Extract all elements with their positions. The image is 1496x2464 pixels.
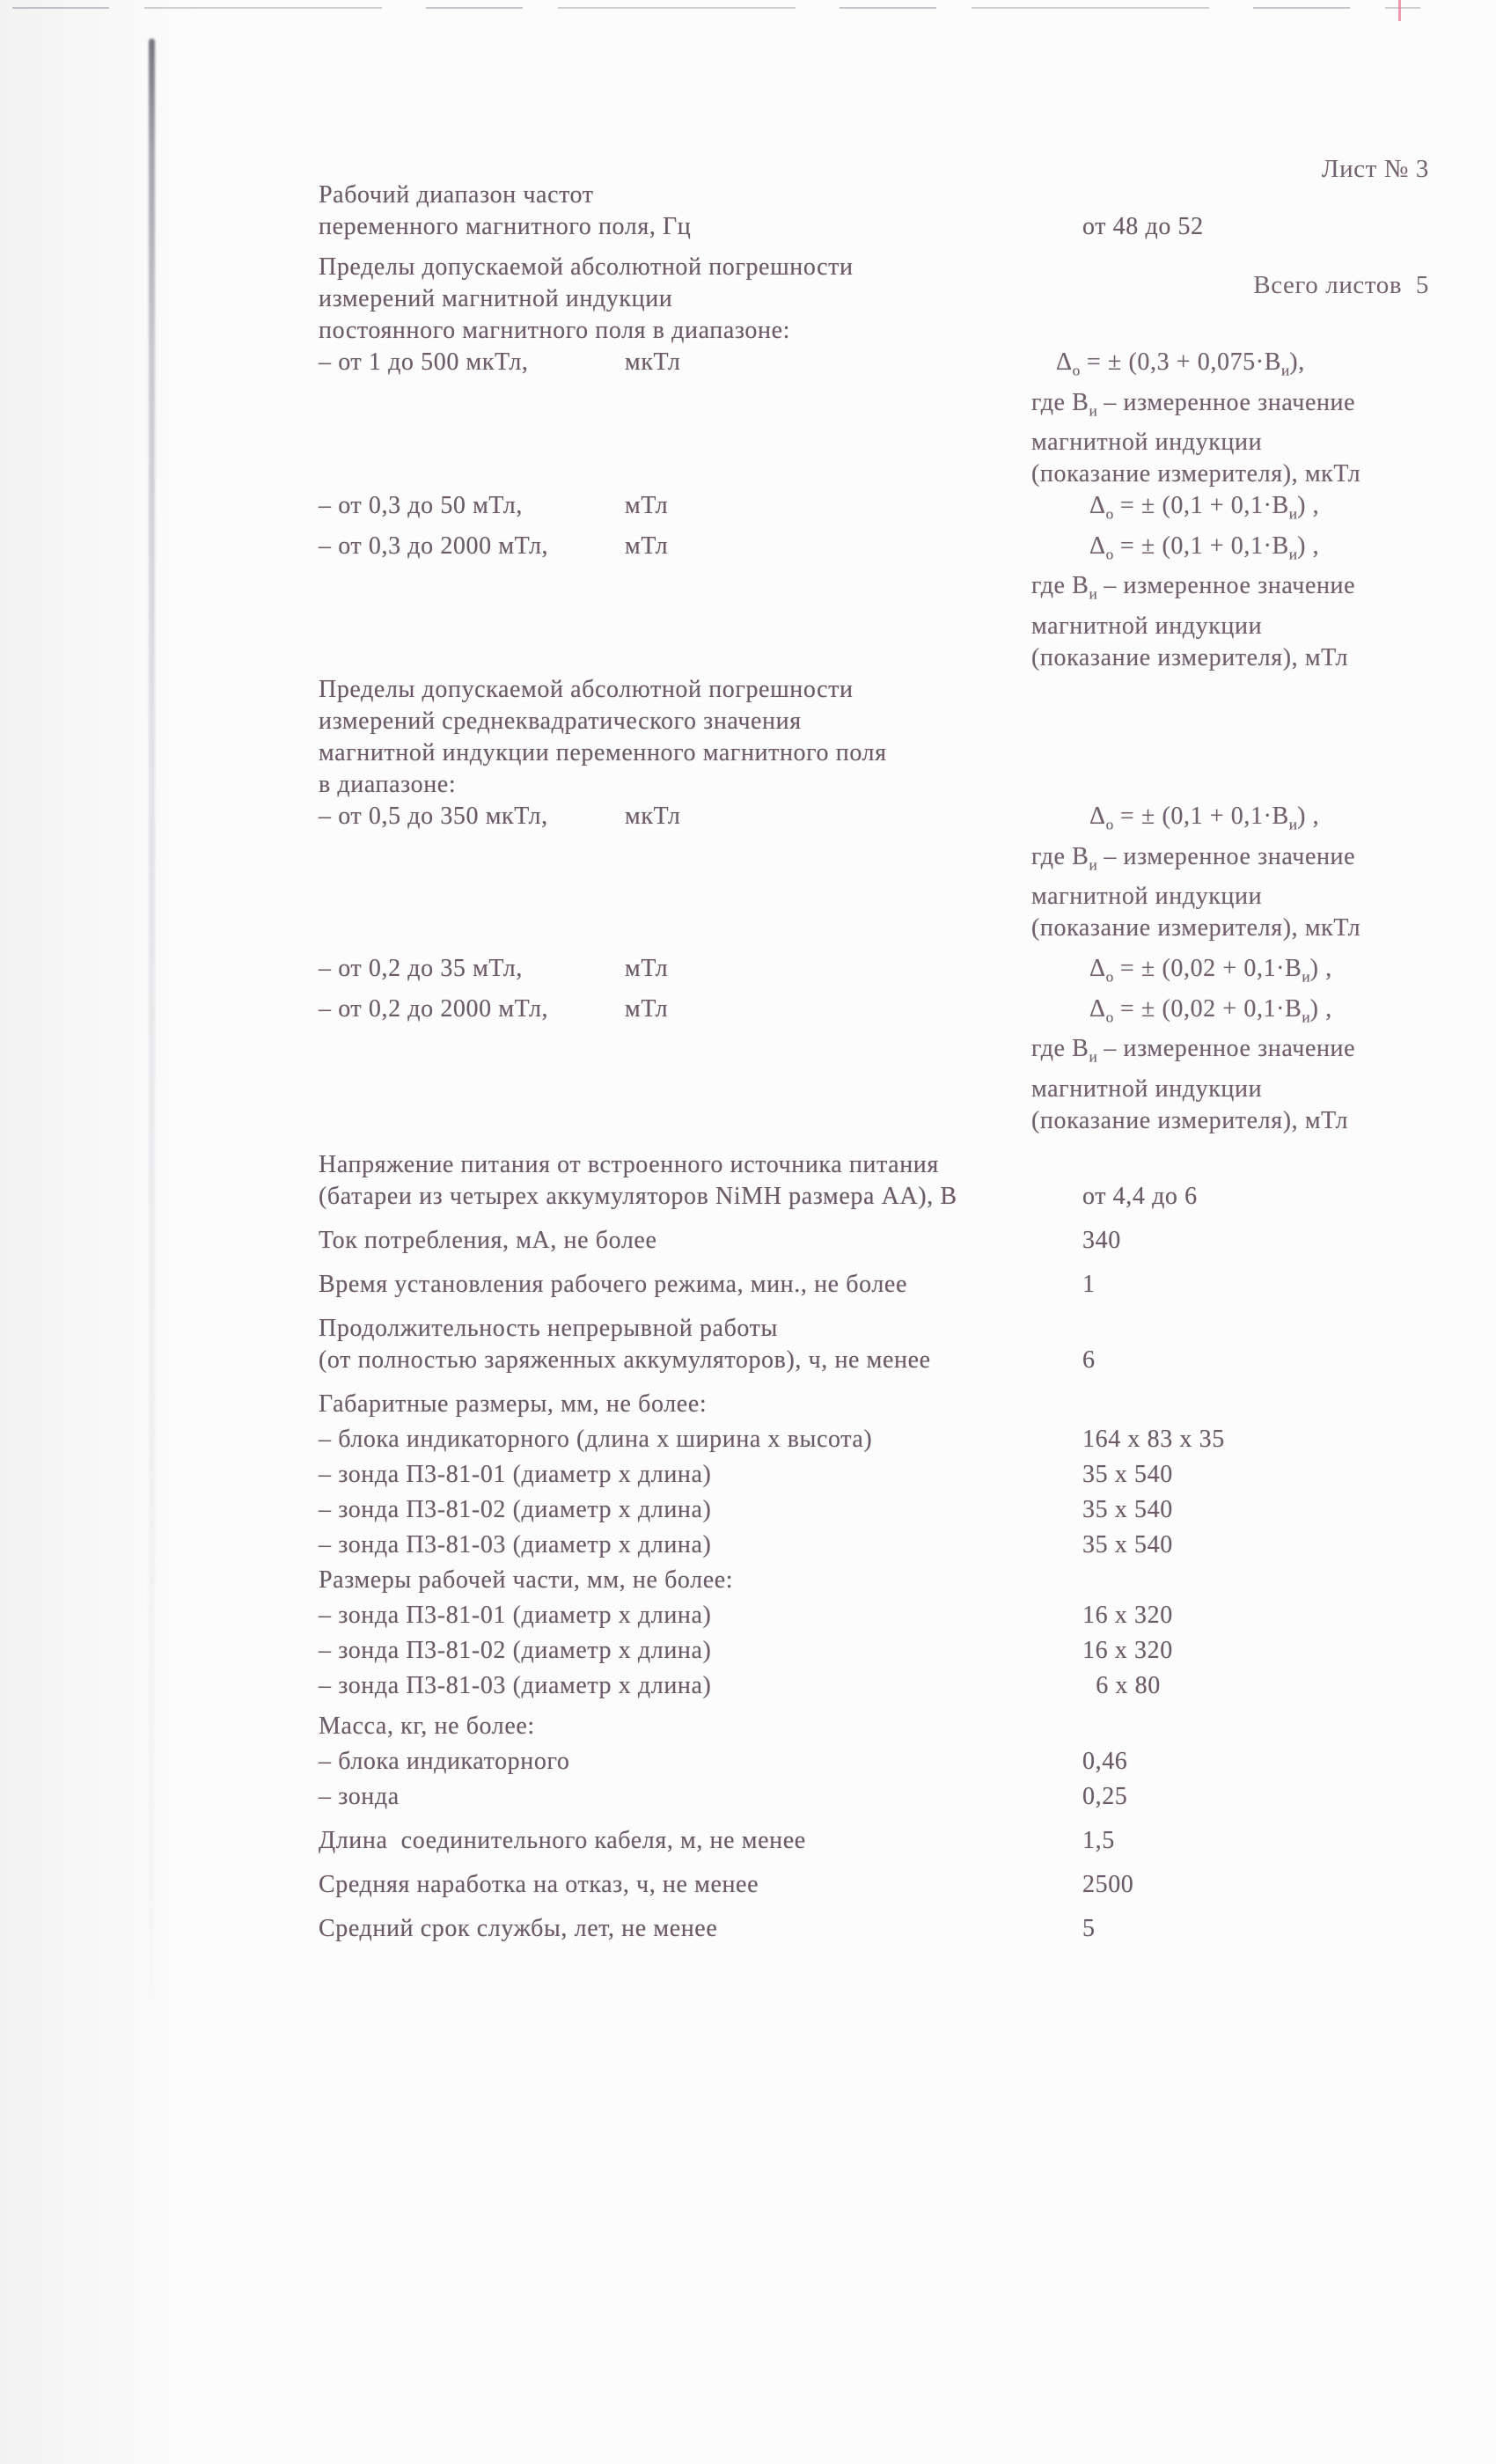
formula-line: $\Delta_о$ = ± $(0,02 + 0,1\cdot В_и)$ , bbox=[1089, 955, 1332, 986]
spec-row bbox=[0, 1746, 1496, 1778]
spec-label-line: Ток потребления, мА, не более bbox=[319, 1226, 657, 1254]
spec-row bbox=[0, 674, 1496, 801]
spec-label-line: Пределы допускаемой абсолютной погрешности bbox=[319, 675, 854, 703]
unit-text: мТл bbox=[625, 955, 669, 983]
spec-value: 6 х 80 bbox=[1082, 1671, 1161, 1699]
spec-row bbox=[0, 1389, 1496, 1420]
formula-block bbox=[1031, 347, 1445, 490]
spec-label bbox=[319, 801, 1031, 832]
spec-label-line: Средний срок службы, лет, не менее bbox=[319, 1914, 718, 1942]
spec-row bbox=[0, 180, 1496, 243]
range-text: – от 0,3 до 2000 мТл, bbox=[319, 532, 549, 560]
spec-row bbox=[0, 1494, 1496, 1526]
unit-text: мкТл bbox=[625, 802, 681, 830]
spec-row bbox=[0, 490, 1496, 531]
spec-row bbox=[0, 1313, 1496, 1376]
spec-label-line: Пределы допускаемой абсолютной погрешности bbox=[319, 253, 854, 281]
spec-value: 5 bbox=[1082, 1914, 1096, 1942]
spec-label-line: – зонда П3-81-01 (диаметр х длина) bbox=[319, 1460, 712, 1488]
spec-label bbox=[319, 674, 1082, 801]
spec-value: 1,5 bbox=[1082, 1826, 1115, 1854]
spec-label-line: измерений среднеквадратического значения bbox=[319, 707, 802, 735]
spec-label bbox=[319, 1781, 1082, 1813]
spec-rows bbox=[0, 180, 1496, 1945]
spec-row bbox=[0, 347, 1496, 490]
sheet-number: Лист № 3 bbox=[1321, 155, 1429, 183]
spec-label bbox=[319, 1389, 1082, 1420]
spec-label-line: Длина соединительного кабеля, м, не менее bbox=[319, 1826, 806, 1854]
range-text: – от 0,3 до 50 мТл, bbox=[319, 492, 523, 520]
spec-label bbox=[319, 1225, 1082, 1257]
spec-label-line: Размеры рабочей части, мм, не более: bbox=[319, 1566, 734, 1594]
spec-label-line: Время установления рабочего режима, мин., не более bbox=[319, 1270, 907, 1298]
spec-value: 164 х 83 х 35 bbox=[1082, 1425, 1225, 1453]
spec-value: 35 х 540 bbox=[1082, 1530, 1173, 1558]
spec-label-line: – блока индикаторного bbox=[319, 1747, 570, 1775]
spec-label bbox=[319, 1424, 1082, 1456]
spec-label-line: в диапазоне: bbox=[319, 770, 457, 798]
spec-label-line: переменного магнитного поля, Гц bbox=[319, 213, 692, 240]
formula-note-line: (показание измерителя), мТл bbox=[1031, 1106, 1349, 1134]
formula-note-line: магнитной индукции bbox=[1031, 612, 1263, 640]
spec-label bbox=[319, 994, 1031, 1025]
unit-text: мТл bbox=[625, 492, 669, 520]
spec-row bbox=[0, 1635, 1496, 1667]
spec-row bbox=[0, 1781, 1496, 1813]
spec-label-line: – зонда П3-81-03 (диаметр х длина) bbox=[319, 1671, 712, 1699]
spec-row bbox=[0, 1670, 1496, 1702]
spec-value: от 48 до 52 bbox=[1082, 213, 1204, 240]
spec-value: 0,46 bbox=[1082, 1747, 1128, 1775]
range-text: – от 1 до 500 мкТл, bbox=[319, 348, 529, 376]
spec-label-line: – зонда П3-81-02 (диаметр х длина) bbox=[319, 1636, 712, 1664]
unit-text: мТл bbox=[625, 532, 669, 560]
spec-label bbox=[319, 252, 1082, 347]
spec-label bbox=[319, 1711, 1082, 1742]
spec-label bbox=[319, 1746, 1082, 1778]
spec-label bbox=[319, 1869, 1082, 1901]
spec-label bbox=[319, 1529, 1082, 1561]
spec-row bbox=[0, 1269, 1496, 1301]
spec-label bbox=[319, 1149, 1082, 1213]
spec-label-line: – зонда П3-81-02 (диаметр х длина) bbox=[319, 1495, 712, 1523]
spec-label-line: измерений магнитной индукции bbox=[319, 285, 673, 312]
spec-value: от 4,4 до 6 bbox=[1082, 1182, 1198, 1210]
spec-label bbox=[319, 531, 1031, 562]
spec-row bbox=[0, 1913, 1496, 1945]
range-text: – от 0,2 до 2000 мТл, bbox=[319, 994, 549, 1023]
spec-label-line: – зонда bbox=[319, 1782, 400, 1810]
spec-label bbox=[319, 1600, 1082, 1632]
spec-row bbox=[0, 1529, 1496, 1561]
spec-value: 1 bbox=[1082, 1270, 1096, 1298]
spec-label-line: постоянного магнитного поля в диапазоне: bbox=[319, 317, 790, 344]
spec-label bbox=[319, 347, 1031, 378]
spec-row bbox=[0, 953, 1496, 994]
formula-block bbox=[1031, 490, 1445, 531]
formula-note-line: магнитной индукции bbox=[1031, 883, 1263, 911]
spec-label bbox=[319, 1459, 1082, 1491]
pink-scan-mark bbox=[1398, 0, 1401, 21]
spec-row bbox=[0, 1869, 1496, 1901]
spec-label-line: Напряжение питания от встроенного источника питания bbox=[319, 1150, 939, 1178]
spec-label-line: (батареи из четырех аккумуляторов NiMH размера АА), В bbox=[319, 1182, 957, 1210]
spec-row bbox=[0, 1459, 1496, 1491]
unit-text: мТл bbox=[625, 994, 669, 1023]
spec-row bbox=[0, 1600, 1496, 1632]
formula-line: $\Delta_о$ = ± $(0,02 + 0,1\cdot В_и)$ , bbox=[1089, 994, 1332, 1026]
scan-edge-dashed-line bbox=[12, 7, 1420, 9]
spec-label bbox=[319, 953, 1031, 985]
spec-row bbox=[0, 1565, 1496, 1596]
formula-note-line: где $В_и$ – измеренное значение bbox=[1031, 388, 1356, 420]
spec-label bbox=[319, 1565, 1082, 1596]
range-text: – от 0,5 до 350 мкТл, bbox=[319, 802, 548, 830]
spec-row bbox=[0, 1225, 1496, 1257]
formula-note-line: где $В_и$ – измеренное значение bbox=[1031, 842, 1356, 874]
spec-label-line: магнитной индукции переменного магнитного поля bbox=[319, 738, 887, 766]
range-text: – от 0,2 до 35 мТл, bbox=[319, 955, 523, 983]
spec-label bbox=[319, 1269, 1082, 1301]
spec-label bbox=[319, 180, 1082, 243]
spec-label-line: Рабочий диапазон частот bbox=[319, 181, 594, 209]
formula-block bbox=[1031, 801, 1445, 944]
formula-note-line: магнитной индукции bbox=[1031, 429, 1263, 457]
spec-value: 6 bbox=[1082, 1346, 1096, 1374]
formula-block bbox=[1031, 953, 1445, 994]
spec-value: 35 х 540 bbox=[1082, 1460, 1173, 1488]
formula-note-line: где $В_и$ – измеренное значение bbox=[1031, 572, 1356, 603]
spec-label bbox=[319, 1635, 1082, 1667]
spec-value: 0,25 bbox=[1082, 1782, 1128, 1810]
formula-line: $\Delta_о$ = ± $(0,3 + 0,075\cdot В_и)$, bbox=[1056, 348, 1305, 379]
formula-block bbox=[1031, 531, 1445, 674]
formula-line: $\Delta_о$ = ± $(0,1 + 0,1\cdot В_и)$ , bbox=[1089, 492, 1320, 523]
spec-label bbox=[319, 490, 1031, 522]
formula-note-line: (показание измерителя), мкТл bbox=[1031, 914, 1361, 942]
spec-row bbox=[0, 1711, 1496, 1742]
spec-value: 35 х 540 bbox=[1082, 1495, 1173, 1523]
formula-block bbox=[1031, 994, 1445, 1137]
spec-value: 16 х 320 bbox=[1082, 1636, 1173, 1664]
spec-label-line: Средняя наработка на отказ, ч, не менее bbox=[319, 1870, 759, 1898]
spec-label-line: – зонда П3-81-03 (диаметр х длина) bbox=[319, 1530, 712, 1558]
spec-label-line: Масса, кг, не более: bbox=[319, 1712, 535, 1740]
formula-line: $\Delta_о$ = ± $(0,1 + 0,1\cdot В_и)$ , bbox=[1089, 532, 1320, 563]
spec-row bbox=[0, 1825, 1496, 1857]
spec-value: 2500 bbox=[1082, 1870, 1134, 1898]
formula-note-line: где $В_и$ – измеренное значение bbox=[1031, 1035, 1356, 1066]
total-sheets: Всего листов 5 bbox=[1253, 271, 1429, 299]
spec-row bbox=[0, 531, 1496, 674]
spec-label-line: – блока индикаторного (длина х ширина х высота) bbox=[319, 1425, 873, 1453]
spec-row bbox=[0, 1424, 1496, 1456]
formula-note-line: (показание измерителя), мкТл bbox=[1031, 460, 1361, 488]
spec-label-line: (от полностью заряженных аккумуляторов), ч, не менее bbox=[319, 1346, 931, 1374]
spec-row bbox=[0, 252, 1496, 347]
spec-label bbox=[319, 1825, 1082, 1857]
spec-row bbox=[0, 801, 1496, 944]
spec-label-line: Габаритные размеры, мм, не более: bbox=[319, 1390, 708, 1418]
spec-label-line: Продолжительность непрерывной работы bbox=[319, 1314, 778, 1342]
spec-label bbox=[319, 1913, 1082, 1945]
spec-label bbox=[319, 1670, 1082, 1702]
spec-value: 16 х 320 bbox=[1082, 1601, 1173, 1629]
formula-note-line: (показание измерителя), мТл bbox=[1031, 643, 1349, 671]
formula-note-line: магнитной индукции bbox=[1031, 1074, 1263, 1103]
spec-label bbox=[319, 1494, 1082, 1526]
spec-row bbox=[0, 1149, 1496, 1213]
spec-value: 340 bbox=[1082, 1226, 1121, 1254]
spec-label bbox=[319, 1313, 1082, 1376]
spec-row bbox=[0, 994, 1496, 1137]
unit-text: мкТл bbox=[625, 348, 681, 376]
formula-line: $\Delta_о$ = ± $(0,1 + 0,1\cdot В_и)$ , bbox=[1089, 802, 1320, 833]
spec-label-line: – зонда П3-81-01 (диаметр х длина) bbox=[319, 1601, 712, 1629]
